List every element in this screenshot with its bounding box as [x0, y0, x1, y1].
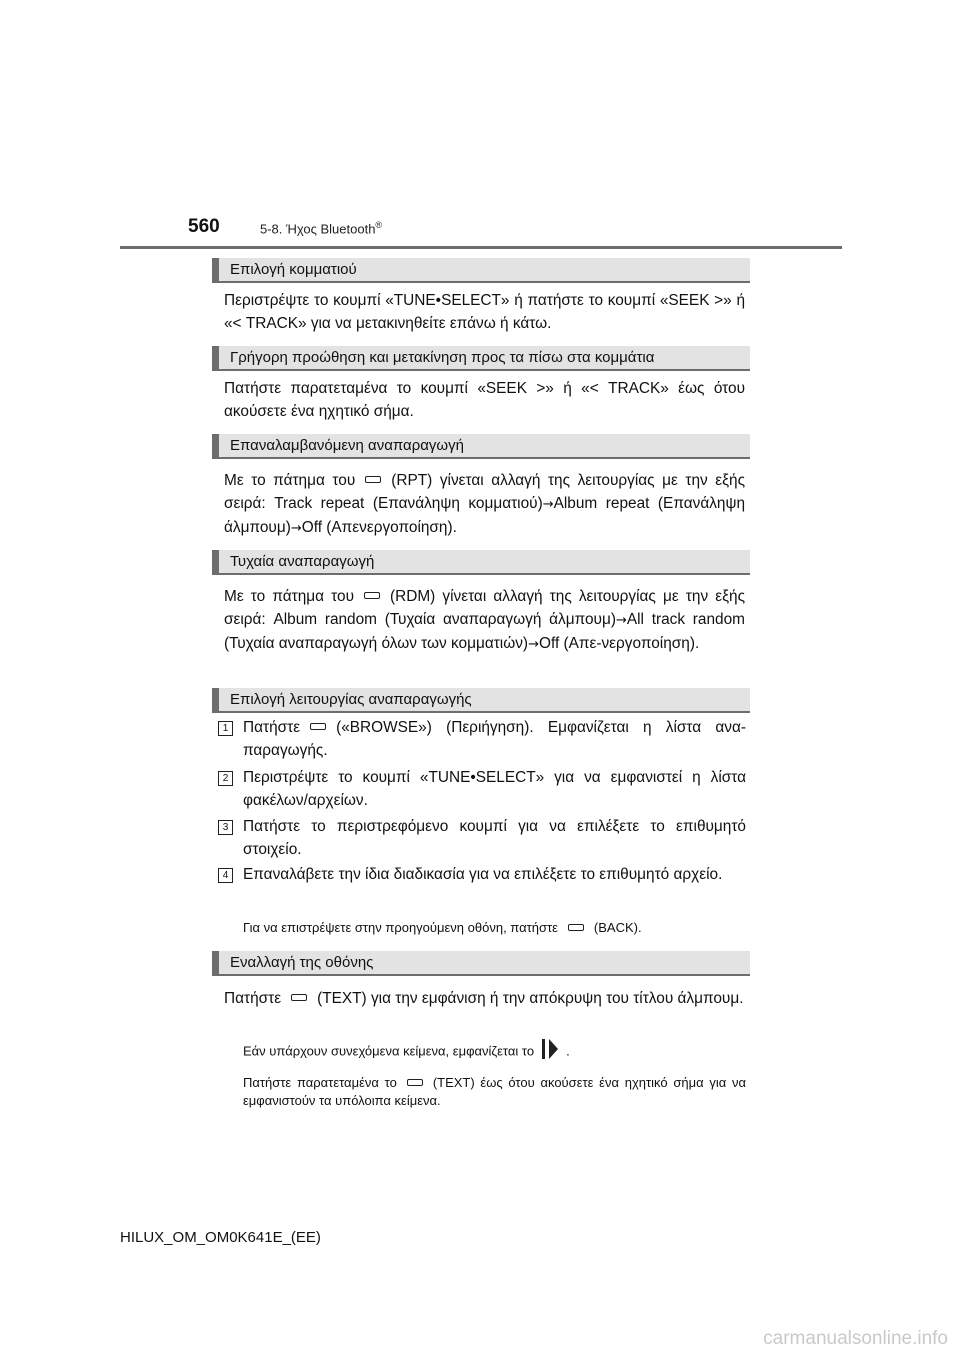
back-note — [243, 919, 746, 937]
rpt-button-icon — [365, 476, 381, 483]
arrow-icon: → — [615, 613, 627, 628]
section-title: Εναλλαγή της οθόνης — [230, 954, 374, 971]
page-number: 560 — [188, 216, 220, 237]
step-text: Επαναλάβετε την ίδια διαδικασία για να επιλέξετε το επιθυμητό αρχείο. — [243, 866, 723, 883]
fast-forward-text: Πατήστε παρατεταμένα το κουμπί «SEEK >» ή «< TRACK» έως ότου ακούσετε ένα ηχητικό σήμα. — [224, 380, 745, 420]
section-heading-screen-change — [212, 951, 750, 976]
step-text: Περιστρέψτε το κουμπί «TUNE•SELECT» για να εμφανιστεί η λίστα φακέλων/αρχείων. — [243, 769, 746, 809]
section-title: Επιλογή λειτουργίας αναπαραγωγής — [230, 691, 472, 708]
track-select-text: Περιστρέψτε το κουμπί «TUNE•SELECT» ή πατήστε το κουμπί «SEEK >» ή «< TRACK» για να μετακινηθείτε επάνω ή κάτω. — [224, 292, 745, 332]
section-heading-fast-forward — [212, 346, 750, 371]
section-heading-playback-select — [212, 688, 750, 713]
section-heading-random — [212, 550, 750, 575]
repeat-text — [224, 469, 745, 540]
text-fragment: Πατήστε — [243, 719, 301, 736]
step-text: Πατήστε το περιστρεφόμενο κουμπί για να επιλέξετε το επιθυμητό στοιχείο. — [243, 818, 746, 858]
text-fragment: Off (Απε-νεργοποίηση). — [538, 635, 700, 652]
section-title: Τυχαία αναπαραγωγή — [230, 553, 375, 570]
text-fragment: (RPT) γίνεται αλλαγή της λειτουργίας με την εξής σειρά: Track repeat (Επανάληψη κομματιού) — [224, 472, 745, 512]
text-fragment: (TEXT) για την εμφάνιση ή την απόκρυψη του τίτλου άλμπουμ. — [317, 990, 744, 1007]
continue-bar-icon — [542, 1039, 545, 1059]
section-title: Επιλογή κομματιού — [230, 261, 357, 278]
step-number: 4 — [218, 868, 233, 883]
text-fragment: (BACK). — [593, 920, 642, 935]
browse-button-icon — [310, 723, 326, 730]
text-fragment: («BROWSE») (Περιήγηση). Εμφανίζεται η λίστα ανα-παραγωγής. — [243, 719, 746, 759]
text-fragment: Με το πάτημα του — [224, 472, 356, 489]
text-button-icon — [291, 994, 307, 1001]
continued-text-note — [243, 1042, 746, 1062]
arrow-icon: → — [528, 637, 539, 652]
arrow-icon: → — [290, 521, 302, 536]
text-fragment: (TEXT) έως ότου ακούσετε ένα ηχητικό σήμα για να εμφανιστούν τα υπόλοιπα κείμενα. — [243, 1075, 746, 1108]
document-code: HILUX_OM_OM0K641E_(EE) — [120, 1229, 321, 1246]
text-fragment: Πατήστε παρατεταμένα το — [243, 1075, 397, 1090]
arrow-icon: → — [542, 497, 554, 512]
registered-mark: ® — [375, 220, 383, 230]
page-header — [120, 216, 842, 249]
text-fragment: Για να επιστρέψετε στην προηγούμενη οθόνη, πατήστε — [243, 920, 558, 935]
text-fragment: . — [566, 1043, 570, 1059]
text-fragment: (RDM) γίνεται αλλαγή της λειτουργίας με την εξής σειρά: Album random (Τυχαία αναπαραγωγή άλμπουμ) — [224, 588, 745, 628]
rdm-button-icon — [364, 592, 380, 599]
random-text — [224, 585, 745, 656]
section-heading-track-select — [212, 258, 750, 283]
section-title: Επαναλαμβανόμενη αναπαραγωγή — [230, 437, 464, 454]
text-button-icon — [407, 1079, 423, 1086]
text-fragment: Πατήστε — [224, 990, 282, 1007]
section-title: Γρήγορη προώθηση και μετακίνηση προς τα πίσω στα κομμάτια — [230, 349, 655, 366]
section-heading-repeat — [212, 434, 750, 459]
text-fragment: Με το πάτημα του — [224, 588, 354, 605]
chapter-title — [260, 220, 382, 236]
text-fragment: Εάν υπάρχουν συνεχόμενα κείμενα, εμφανίζεται το — [243, 1043, 535, 1059]
step-number: 1 — [218, 721, 233, 736]
back-button-icon — [568, 924, 584, 931]
text-fragment: All track random (Τυχαία αναπαραγωγή όλων των κομματιών) — [224, 611, 745, 652]
text-fragment: Off (Απενεργοποίηση). — [301, 519, 457, 536]
watermark: carmanualsonline.info — [763, 1328, 948, 1349]
play-arrow-icon — [549, 1039, 558, 1059]
step-number: 3 — [218, 820, 233, 835]
text-fragment: Album repeat (Επανάληψη άλμπουμ) — [224, 495, 745, 536]
long-press-note — [243, 1074, 746, 1110]
step-number: 2 — [218, 771, 233, 786]
chapter-label: 5-8. Ήχος Bluetooth — [260, 221, 376, 237]
step-text — [243, 716, 746, 762]
screen-change-text — [224, 987, 745, 1010]
